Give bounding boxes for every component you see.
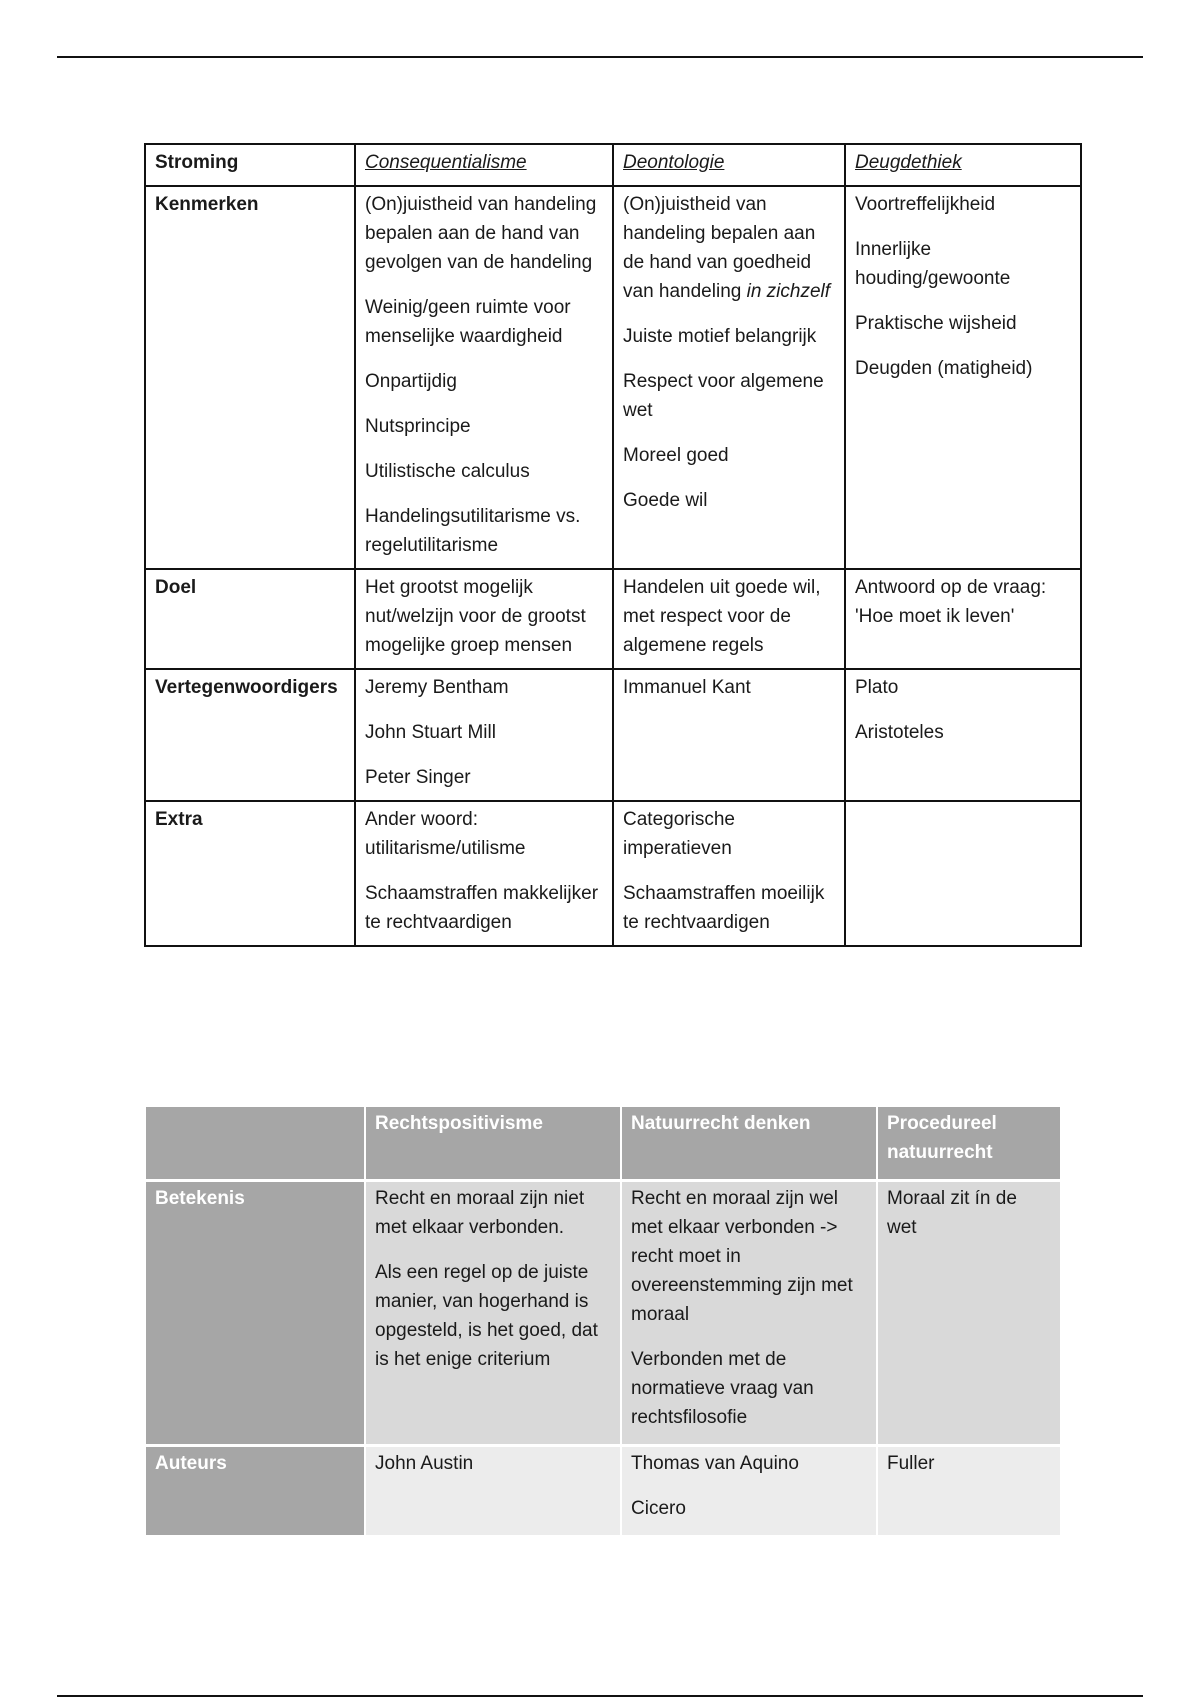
cell-paragraph: Schaamstraffen makkelijker te rechtvaardigen [365, 883, 599, 933]
cell-auteurs-procedureel [878, 1447, 1060, 1538]
row-header-extra: Extra [145, 801, 355, 946]
cell-vertegenwoordigers-deontologie [613, 669, 845, 801]
cell-doel-deugdethiek [845, 569, 1081, 669]
cell-betekenis-procedureel [878, 1182, 1060, 1447]
cell-paragraph: Recht en moraal zijn wel met elkaar verbonden -> recht moet in overeenstemming zijn met moraal [631, 1188, 853, 1325]
cell-extra-deugdethiek [845, 801, 1081, 946]
cell-paragraph: Ander woord: utilitarisme/utilisme [365, 809, 526, 859]
header-rule [57, 56, 1143, 58]
cell-paragraph: Categorische imperatieven [623, 809, 735, 859]
legal-philosophy-table [144, 1107, 1062, 1538]
row-header-vertegenwoordigers: Vertegenwoordigers [145, 669, 355, 801]
cell-betekenis-rechtspositivisme [366, 1182, 620, 1447]
cell-paragraph: Jeremy Bentham [365, 677, 509, 698]
cell-kenmerken-deugdethiek [845, 186, 1081, 569]
cell-paragraph: Antwoord op de vraag: 'Hoe moet ik leven' [855, 577, 1047, 627]
cell-paragraph: Het grootst mogelijk nut/welzijn voor de grootst mogelijke groep mensen [365, 577, 586, 656]
cell-paragraph: Handelingsutilitarisme vs. regelutilitarisme [365, 506, 581, 556]
cell-paragraph: Cicero [631, 1498, 686, 1519]
cell-paragraph: Aristoteles [855, 722, 944, 743]
cell-paragraph: (On)juistheid van handeling bepalen aan de hand van gevolgen van de handeling [365, 194, 597, 273]
cell-auteurs-rechtspositivisme [366, 1447, 620, 1538]
table-row [146, 1447, 1060, 1538]
cell-doel-consequentialisme [355, 569, 613, 669]
cell-betekenis-natuurrecht [622, 1182, 876, 1447]
cell-paragraph: Moreel goed [623, 445, 729, 466]
cell-paragraph: Onpartijdig [365, 371, 457, 392]
emphasized-text: in zichzelf [746, 281, 831, 302]
table-row [145, 144, 1081, 186]
cell-paragraph: Peter Singer [365, 767, 471, 788]
cell-auteurs-natuurrecht [622, 1447, 876, 1538]
row-header-doel: Doel [145, 569, 355, 669]
cell-extra-deontologie [613, 801, 845, 946]
cell-paragraph: Immanuel Kant [623, 677, 751, 698]
cell-paragraph: Moraal zit ín de wet [887, 1188, 1017, 1238]
cell-text: (On)juistheid van handeling bepalen aan de hand van goedheid van handeling [623, 194, 816, 302]
cell-paragraph: Plato [855, 677, 899, 698]
cell-paragraph: Praktische wijsheid [855, 313, 1017, 334]
cell-paragraph: Deugden (matigheid) [855, 358, 1033, 379]
corner-cell [146, 1107, 364, 1182]
cell-paragraph: Handelen uit goede wil, met respect voor de algemene regels [623, 577, 821, 656]
cell-paragraph: Nutsprincipe [365, 416, 471, 437]
cell-paragraph: John Austin [375, 1453, 474, 1474]
table-row [145, 186, 1081, 569]
cell-paragraph: Utilistische calculus [365, 461, 530, 482]
cell-paragraph: Innerlijke houding/gewoonte [855, 239, 1011, 289]
row-header-stroming: Stroming [145, 144, 355, 186]
cell-vertegenwoordigers-deugdethiek [845, 669, 1081, 801]
cell-vertegenwoordigers-consequentialisme [355, 669, 613, 801]
table-row [146, 1182, 1060, 1447]
cell-extra-consequentialisme [355, 801, 613, 946]
cell-paragraph: Fuller [887, 1453, 935, 1474]
cell-paragraph: Weinig/geen ruimte voor menselijke waardigheid [365, 297, 571, 347]
row-header-betekenis: Betekenis [146, 1182, 364, 1447]
column-header-deugdethiek: Deugdethiek [845, 144, 1081, 186]
cell-paragraph: Thomas van Aquino [631, 1453, 799, 1474]
ethics-comparison-table [144, 143, 1082, 947]
cell-doel-deontologie [613, 569, 845, 669]
footer-rule [57, 1695, 1143, 1697]
column-header-consequentialisme: Consequentialisme [355, 144, 613, 186]
row-header-kenmerken: Kenmerken [145, 186, 355, 569]
column-header-procedureel-natuurrecht: Procedureel natuurrecht [878, 1107, 1060, 1182]
cell-paragraph: Goede wil [623, 490, 708, 511]
table-row [145, 801, 1081, 946]
cell-paragraph: Recht en moraal zijn niet met elkaar verbonden. [375, 1188, 585, 1238]
row-header-auteurs: Auteurs [146, 1447, 364, 1538]
cell-kenmerken-consequentialisme [355, 186, 613, 569]
cell-paragraph: Schaamstraffen moeilijk te rechtvaardigen [623, 883, 825, 933]
column-header-rechtspositivisme: Rechtspositivisme [366, 1107, 620, 1182]
cell-paragraph: Verbonden met de normatieve vraag van rechtsfilosofie [631, 1349, 814, 1428]
cell-paragraph [623, 190, 836, 306]
cell-paragraph: Voortreffelijkheid [855, 194, 996, 215]
column-header-natuurrecht-denken: Natuurrecht denken [622, 1107, 876, 1182]
cell-paragraph: Respect voor algemene wet [623, 371, 824, 421]
column-header-deontologie: Deontologie [613, 144, 845, 186]
cell-paragraph: John Stuart Mill [365, 722, 496, 743]
cell-paragraph: Juiste motief belangrijk [623, 326, 817, 347]
table-row [145, 669, 1081, 801]
cell-paragraph: Als een regel op de juiste manier, van hogerhand is opgesteld, is het goed, dat is het enige criterium [375, 1262, 598, 1370]
cell-kenmerken-deontologie [613, 186, 845, 569]
table-row [145, 569, 1081, 669]
table-header-row [146, 1107, 1060, 1182]
